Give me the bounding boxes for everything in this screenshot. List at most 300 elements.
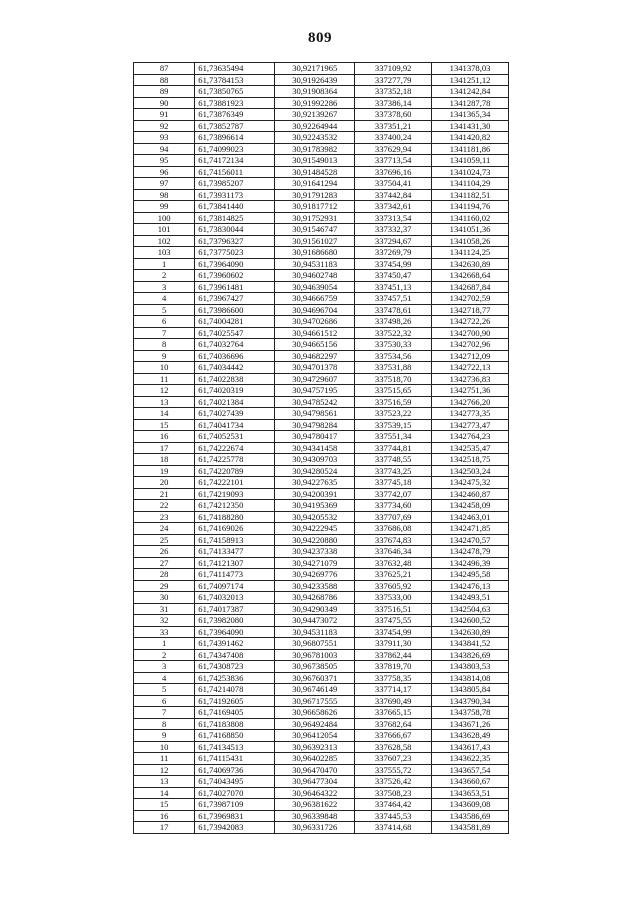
longitude-cell: 30,94798284 [275,419,355,431]
latitude-cell: 61,73942083 [195,822,275,834]
latitude-cell: 61,73876349 [195,109,275,121]
x-coordinate-cell: 337342,61 [355,201,432,213]
latitude-cell: 61,74043495 [195,776,275,788]
point-number-cell: 22 [134,500,195,512]
longitude-cell: 30,91484528 [275,166,355,178]
longitude-cell: 30,94222945 [275,523,355,535]
table-row [134,339,509,351]
coordinates-table-body [134,63,509,834]
x-coordinate-cell: 337745,18 [355,477,432,489]
y-coordinate-cell: 1342460,87 [432,488,509,500]
longitude-cell: 30,94200391 [275,488,355,500]
table-row [134,741,509,753]
longitude-cell: 30,94227635 [275,477,355,489]
latitude-cell: 61,74017387 [195,603,275,615]
point-number-cell: 19 [134,465,195,477]
latitude-cell: 61,74020319 [195,385,275,397]
y-coordinate-cell: 1343617,43 [432,741,509,753]
table-row [134,488,509,500]
y-coordinate-cell: 1343581,89 [432,822,509,834]
y-coordinate-cell: 1342630,89 [432,626,509,638]
latitude-cell: 61,74308723 [195,661,275,673]
latitude-cell: 61,73987109 [195,799,275,811]
latitude-cell: 61,73841440 [195,201,275,213]
latitude-cell: 61,74099023 [195,143,275,155]
point-number-cell: 2 [134,270,195,282]
y-coordinate-cell: 1342773,47 [432,419,509,431]
table-row [134,327,509,339]
x-coordinate-cell: 337713,54 [355,155,432,167]
x-coordinate-cell: 337414,68 [355,822,432,834]
longitude-cell: 30,92264944 [275,120,355,132]
point-number-cell: 14 [134,408,195,420]
latitude-cell: 61,74225778 [195,454,275,466]
y-coordinate-cell: 1343841,52 [432,638,509,650]
table-row [134,316,509,328]
x-coordinate-cell: 337605,92 [355,580,432,592]
x-coordinate-cell: 337508,23 [355,787,432,799]
x-coordinate-cell: 337530,33 [355,339,432,351]
y-coordinate-cell: 1342518,75 [432,454,509,466]
y-coordinate-cell: 1343653,51 [432,787,509,799]
longitude-cell: 30,94280524 [275,465,355,477]
table-row [134,454,509,466]
y-coordinate-cell: 1341104,29 [432,178,509,190]
point-number-cell: 17 [134,442,195,454]
longitude-cell: 30,96738505 [275,661,355,673]
point-number-cell: 12 [134,385,195,397]
x-coordinate-cell: 337464,42 [355,799,432,811]
latitude-cell: 61,74156011 [195,166,275,178]
table-row [134,408,509,420]
latitude-cell: 61,74022838 [195,373,275,385]
page-number: 809 [308,30,332,46]
point-number-cell: 29 [134,580,195,592]
latitude-cell: 61,73830044 [195,224,275,236]
x-coordinate-cell: 337515,65 [355,385,432,397]
y-coordinate-cell: 1343814,08 [432,672,509,684]
x-coordinate-cell: 337526,42 [355,776,432,788]
y-coordinate-cell: 1342687,84 [432,281,509,293]
point-number-cell: 30 [134,592,195,604]
x-coordinate-cell: 337743,25 [355,465,432,477]
latitude-cell: 61,74222101 [195,477,275,489]
latitude-cell: 61,74004281 [195,316,275,328]
latitude-cell: 61,73960602 [195,270,275,282]
longitude-cell: 30,96381622 [275,799,355,811]
longitude-cell: 30,92171965 [275,63,355,75]
point-number-cell: 15 [134,419,195,431]
table-row [134,86,509,98]
table-row [134,109,509,121]
longitude-cell: 30,94729607 [275,373,355,385]
x-coordinate-cell: 337531,88 [355,362,432,374]
table-row [134,304,509,316]
latitude-cell: 61,74169405 [195,707,275,719]
y-coordinate-cell: 1342668,64 [432,270,509,282]
point-number-cell: 5 [134,684,195,696]
table-row [134,810,509,822]
x-coordinate-cell: 337607,23 [355,753,432,765]
latitude-cell: 61,74168850 [195,730,275,742]
point-number-cell: 9 [134,350,195,362]
longitude-cell: 30,96470470 [275,764,355,776]
y-coordinate-cell: 1341059,11 [432,155,509,167]
latitude-cell: 61,73850765 [195,86,275,98]
point-number-cell: 16 [134,810,195,822]
y-coordinate-cell: 1341378,03 [432,63,509,75]
point-number-cell: 97 [134,178,195,190]
latitude-cell: 61,74097174 [195,580,275,592]
y-coordinate-cell: 1343803,53 [432,661,509,673]
point-number-cell: 13 [134,776,195,788]
point-number-cell: 31 [134,603,195,615]
x-coordinate-cell: 337445,53 [355,810,432,822]
point-number-cell: 17 [134,822,195,834]
point-number-cell: 12 [134,764,195,776]
y-coordinate-cell: 1341287,78 [432,97,509,109]
x-coordinate-cell: 337734,60 [355,500,432,512]
table-row [134,753,509,765]
y-coordinate-cell: 1342600,52 [432,615,509,627]
x-coordinate-cell: 337742,07 [355,488,432,500]
longitude-cell: 30,94666759 [275,293,355,305]
x-coordinate-cell: 337518,70 [355,373,432,385]
x-coordinate-cell: 337628,58 [355,741,432,753]
table-row [134,569,509,581]
latitude-cell: 61,74188280 [195,511,275,523]
longitude-cell: 30,96760371 [275,672,355,684]
longitude-cell: 30,91791283 [275,189,355,201]
y-coordinate-cell: 1342504,63 [432,603,509,615]
x-coordinate-cell: 337498,26 [355,316,432,328]
table-row [134,235,509,247]
y-coordinate-cell: 1342712,09 [432,350,509,362]
x-coordinate-cell: 337646,34 [355,546,432,558]
longitude-cell: 30,96717555 [275,695,355,707]
y-coordinate-cell: 1341251,12 [432,74,509,86]
y-coordinate-cell: 1341365,34 [432,109,509,121]
longitude-cell: 30,96746149 [275,684,355,696]
latitude-cell: 61,74027070 [195,787,275,799]
point-number-cell: 14 [134,787,195,799]
table-row [134,707,509,719]
y-coordinate-cell: 1343657,54 [432,764,509,776]
x-coordinate-cell: 337625,21 [355,569,432,581]
longitude-cell: 30,94702686 [275,316,355,328]
latitude-cell: 61,74212350 [195,500,275,512]
table-row [134,822,509,834]
longitude-cell: 30,94785242 [275,396,355,408]
x-coordinate-cell: 337690,49 [355,695,432,707]
table-row [134,97,509,109]
table-row [134,120,509,132]
latitude-cell: 61,73775023 [195,247,275,259]
longitude-cell: 30,96339848 [275,810,355,822]
y-coordinate-cell: 1342503,24 [432,465,509,477]
table-row [134,362,509,374]
latitude-cell: 61,73982080 [195,615,275,627]
table-row [134,270,509,282]
longitude-cell: 30,91686680 [275,247,355,259]
longitude-cell: 30,94757195 [275,385,355,397]
longitude-cell: 30,94341458 [275,442,355,454]
table-row [134,465,509,477]
point-number-cell: 100 [134,212,195,224]
point-number-cell: 3 [134,661,195,673]
x-coordinate-cell: 337516,51 [355,603,432,615]
table-row [134,603,509,615]
latitude-cell: 61,73969831 [195,810,275,822]
table-row [134,523,509,535]
x-coordinate-cell: 337332,37 [355,224,432,236]
x-coordinate-cell: 337378,60 [355,109,432,121]
latitude-cell: 61,73814825 [195,212,275,224]
table-row [134,189,509,201]
latitude-cell: 61,74036696 [195,350,275,362]
point-number-cell: 27 [134,557,195,569]
table-row [134,799,509,811]
point-number-cell: 89 [134,86,195,98]
latitude-cell: 61,74169026 [195,523,275,535]
longitude-cell: 30,92243532 [275,132,355,144]
point-number-cell: 15 [134,799,195,811]
y-coordinate-cell: 1343609,08 [432,799,509,811]
latitude-cell: 61,73881923 [195,97,275,109]
table-row [134,419,509,431]
y-coordinate-cell: 1341024,73 [432,166,509,178]
longitude-cell: 30,94531183 [275,258,355,270]
y-coordinate-cell: 1342736,83 [432,373,509,385]
longitude-cell: 30,91549013 [275,155,355,167]
x-coordinate-cell: 337911,30 [355,638,432,650]
x-coordinate-cell: 337819,70 [355,661,432,673]
y-coordinate-cell: 1342495,58 [432,569,509,581]
table-row [134,557,509,569]
x-coordinate-cell: 337555,72 [355,764,432,776]
point-number-cell: 90 [134,97,195,109]
latitude-cell: 61,74222674 [195,442,275,454]
point-number-cell: 98 [134,189,195,201]
longitude-cell: 30,96658626 [275,707,355,719]
table-row [134,477,509,489]
point-number-cell: 7 [134,327,195,339]
latitude-cell: 61,74192605 [195,695,275,707]
point-number-cell: 21 [134,488,195,500]
y-coordinate-cell: 1342766,20 [432,396,509,408]
point-number-cell: 16 [134,431,195,443]
table-row [134,201,509,213]
point-number-cell: 91 [134,109,195,121]
point-number-cell: 10 [134,741,195,753]
point-number-cell: 93 [134,132,195,144]
y-coordinate-cell: 1342702,59 [432,293,509,305]
x-coordinate-cell: 337351,21 [355,120,432,132]
latitude-cell: 61,74032764 [195,339,275,351]
longitude-cell: 30,96492484 [275,718,355,730]
x-coordinate-cell: 337442,84 [355,189,432,201]
table-row [134,649,509,661]
longitude-cell: 30,94531183 [275,626,355,638]
table-row [134,224,509,236]
y-coordinate-cell: 1341431,30 [432,120,509,132]
y-coordinate-cell: 1341194,76 [432,201,509,213]
longitude-cell: 30,96477304 [275,776,355,788]
y-coordinate-cell: 1342630,89 [432,258,509,270]
x-coordinate-cell: 337450,47 [355,270,432,282]
longitude-cell: 30,94701378 [275,362,355,374]
x-coordinate-cell: 337522,32 [355,327,432,339]
y-coordinate-cell: 1342470,57 [432,534,509,546]
latitude-cell: 61,73931173 [195,189,275,201]
x-coordinate-cell: 337758,35 [355,672,432,684]
x-coordinate-cell: 337109,92 [355,63,432,75]
y-coordinate-cell: 1343671,26 [432,718,509,730]
latitude-cell: 61,74134513 [195,741,275,753]
latitude-cell: 61,73796327 [195,235,275,247]
latitude-cell: 61,74253836 [195,672,275,684]
x-coordinate-cell: 337551,34 [355,431,432,443]
table-row [134,155,509,167]
x-coordinate-cell: 337533,00 [355,592,432,604]
latitude-cell: 61,74183808 [195,718,275,730]
y-coordinate-cell: 1341182,51 [432,189,509,201]
longitude-cell: 30,91992286 [275,97,355,109]
table-row [134,385,509,397]
point-number-cell: 101 [134,224,195,236]
y-coordinate-cell: 1342496,39 [432,557,509,569]
longitude-cell: 30,94205532 [275,511,355,523]
longitude-cell: 30,91546747 [275,224,355,236]
latitude-cell: 61,74041734 [195,419,275,431]
point-number-cell: 28 [134,569,195,581]
table-row [134,534,509,546]
longitude-cell: 30,94473072 [275,615,355,627]
table-row [134,787,509,799]
point-number-cell: 11 [134,753,195,765]
longitude-cell: 30,91783982 [275,143,355,155]
table-row [134,247,509,259]
table-row [134,776,509,788]
x-coordinate-cell: 337516,59 [355,396,432,408]
latitude-cell: 61,74214078 [195,684,275,696]
longitude-cell: 30,96807551 [275,638,355,650]
x-coordinate-cell: 337682,64 [355,718,432,730]
longitude-cell: 30,96331726 [275,822,355,834]
y-coordinate-cell: 1342773,35 [432,408,509,420]
x-coordinate-cell: 337862,44 [355,649,432,661]
x-coordinate-cell: 337269,79 [355,247,432,259]
point-number-cell: 88 [134,74,195,86]
latitude-cell: 61,73784153 [195,74,275,86]
point-number-cell: 25 [134,534,195,546]
latitude-cell: 61,73852787 [195,120,275,132]
table-row [134,350,509,362]
table-row [134,764,509,776]
y-coordinate-cell: 1342493,51 [432,592,509,604]
point-number-cell: 2 [134,649,195,661]
table-row [134,592,509,604]
point-number-cell: 32 [134,615,195,627]
table-row [134,63,509,75]
y-coordinate-cell: 1342764,23 [432,431,509,443]
point-number-cell: 18 [134,454,195,466]
x-coordinate-cell: 337454,99 [355,258,432,270]
point-number-cell: 7 [134,707,195,719]
x-coordinate-cell: 337457,51 [355,293,432,305]
latitude-cell: 61,74347408 [195,649,275,661]
table-row [134,730,509,742]
longitude-cell: 30,94269776 [275,569,355,581]
table-row [134,132,509,144]
longitude-cell: 30,94682297 [275,350,355,362]
latitude-cell: 61,74021384 [195,396,275,408]
x-coordinate-cell: 337748,55 [355,454,432,466]
point-number-cell: 11 [134,373,195,385]
latitude-cell: 61,74052531 [195,431,275,443]
table-row [134,661,509,673]
y-coordinate-cell: 1343790,34 [432,695,509,707]
table-row [134,293,509,305]
latitude-cell: 61,73967427 [195,293,275,305]
latitude-cell: 61,74133477 [195,546,275,558]
longitude-cell: 30,91908364 [275,86,355,98]
latitude-cell: 61,74219093 [195,488,275,500]
table-row [134,580,509,592]
longitude-cell: 30,96464322 [275,787,355,799]
longitude-cell: 30,91817712 [275,201,355,213]
latitude-cell: 61,73896614 [195,132,275,144]
latitude-cell: 61,74121307 [195,557,275,569]
longitude-cell: 30,94237338 [275,546,355,558]
y-coordinate-cell: 1341058,26 [432,235,509,247]
longitude-cell: 30,94696704 [275,304,355,316]
table-row [134,511,509,523]
latitude-cell: 61,74391462 [195,638,275,650]
x-coordinate-cell: 337478,61 [355,304,432,316]
longitude-cell: 30,94195369 [275,500,355,512]
table-row [134,74,509,86]
y-coordinate-cell: 1342718,77 [432,304,509,316]
y-coordinate-cell: 1343660,67 [432,776,509,788]
y-coordinate-cell: 1341242,84 [432,86,509,98]
x-coordinate-cell: 337534,56 [355,350,432,362]
latitude-cell: 61,73986600 [195,304,275,316]
x-coordinate-cell: 337386,14 [355,97,432,109]
table-row [134,684,509,696]
y-coordinate-cell: 1342458,09 [432,500,509,512]
y-coordinate-cell: 1343758,78 [432,707,509,719]
table-row [134,281,509,293]
table-row [134,212,509,224]
coordinates-table [133,62,509,834]
point-number-cell: 13 [134,396,195,408]
point-number-cell: 99 [134,201,195,213]
table-row [134,718,509,730]
table-row [134,638,509,650]
table-row [134,626,509,638]
longitude-cell: 30,96781003 [275,649,355,661]
y-coordinate-cell: 1343805,84 [432,684,509,696]
point-number-cell: 8 [134,718,195,730]
point-number-cell: 95 [134,155,195,167]
latitude-cell: 61,74032013 [195,592,275,604]
table-row [134,178,509,190]
point-number-cell: 96 [134,166,195,178]
latitude-cell: 61,73635494 [195,63,275,75]
x-coordinate-cell: 337696,16 [355,166,432,178]
point-number-cell: 92 [134,120,195,132]
